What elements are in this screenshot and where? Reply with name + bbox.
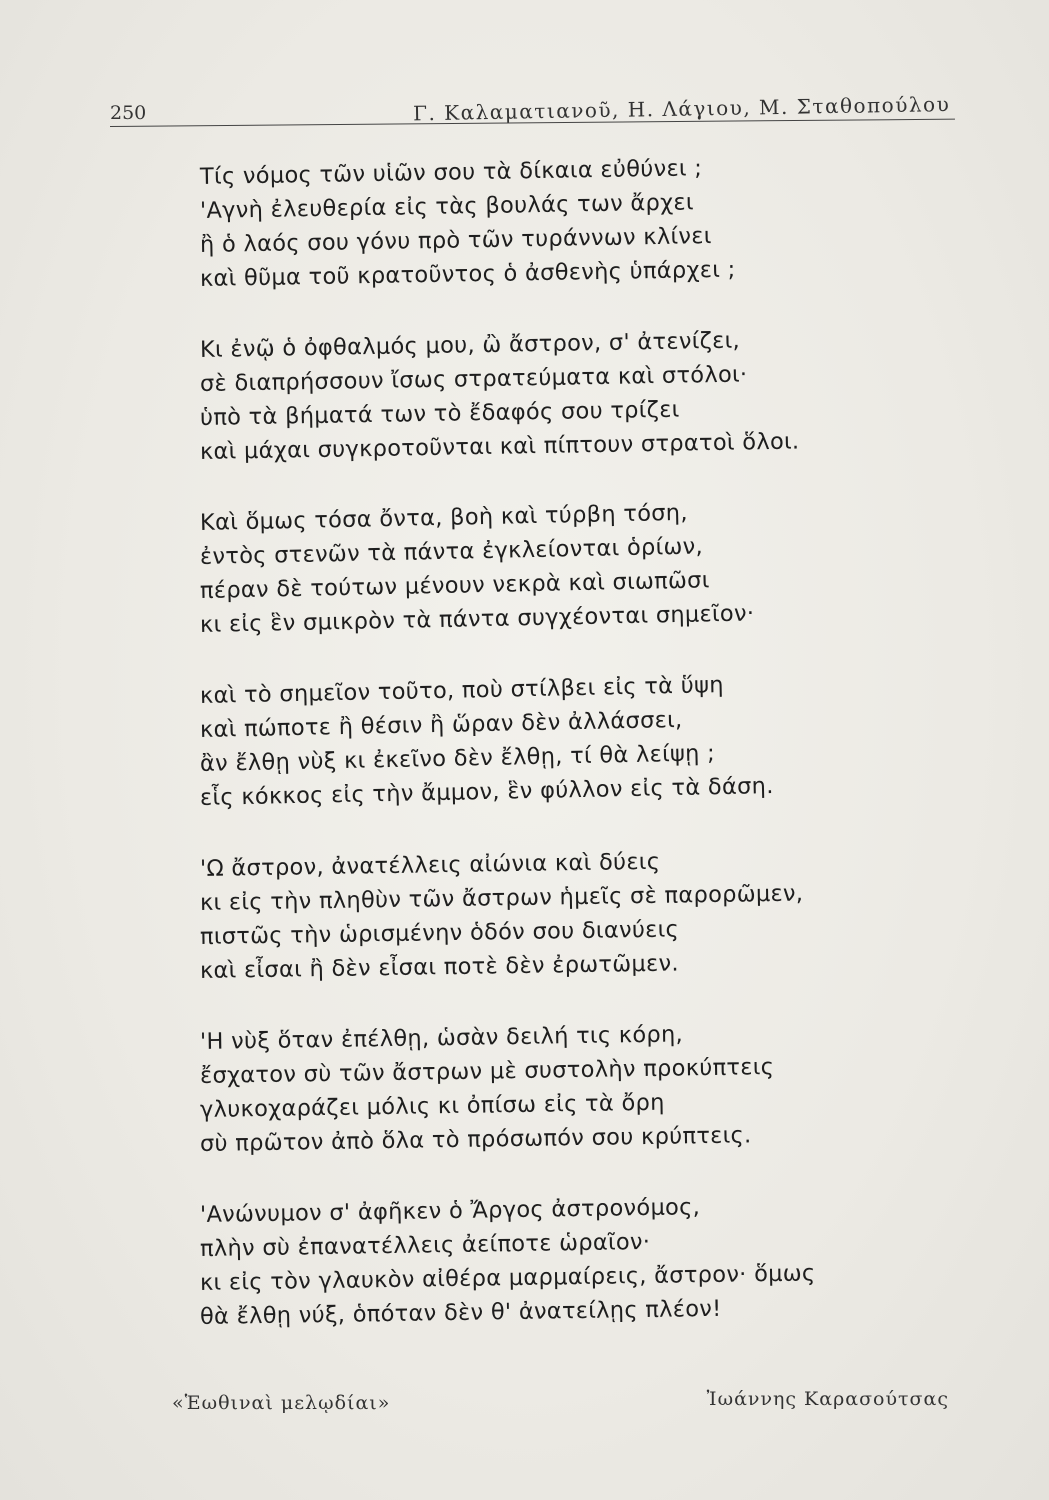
stanza-4 — [199, 672, 920, 815]
poem — [199, 155, 920, 1371]
source-title: «Ἑωθιναὶ μελῳδίαι» — [172, 1392, 391, 1414]
poem-line: ἐντὸς στενῶν τὰ πάντα ἐγκλείονται ὁρίων, — [199, 533, 704, 570]
stanza-7 — [199, 1194, 920, 1334]
poem-line: σὺ πρῶτον ἀπὸ ὅλα τὸ πρόσωπόν σου κρύπτεις. — [199, 1122, 752, 1157]
stanza-6 — [199, 1021, 920, 1161]
poem-line: κι εἰς ἓν σμικρὸν τὰ πάντα συγχέονται σημεῖον· — [199, 600, 755, 638]
poem-line: καὶ μάχαι συγκροτοῦνται καὶ πίπτουν στρατοὶ ὅλοι. — [199, 428, 800, 465]
author-name: Ἰωάννης Καρασούτσας — [706, 1388, 949, 1410]
poem-line: κι εἰς τὴν πληθὺν τῶν ἄστρων ἡμεῖς σὲ παρορῶμεν, — [199, 880, 804, 916]
poem-footer — [172, 1388, 949, 1418]
poem-line: σὲ διαπρήσσουν ἴσως στρατεύματα καὶ στόλοι· — [199, 361, 748, 397]
poem-line: 'Ανώνυμον σ' ἀφῆκεν ὁ Ἄργος ἀστρονόμος, — [199, 1194, 701, 1228]
poem-line: Κι ἐνῷ ὁ ὀφθαλμός μου, ὢ ἄστρον, σ' ἀτενίζει, — [199, 327, 741, 363]
poem-line: 'Ω ἄστρον, ἀνατέλλεις αἰώνια καὶ δύεις — [199, 848, 661, 882]
poem-line: 'Η νὺξ ὅταν ἐπέλθῃ, ὡσὰν δειλή τις κόρη, — [199, 1021, 684, 1055]
page-number: 250 — [110, 102, 147, 124]
poem-line: καὶ πώποτε ἢ θέσιν ἢ ὥραν δὲν ἀλλάσσει, — [199, 706, 683, 743]
poem-line: πλὴν σὺ ἐπανατέλλεις ἀείποτε ὡραῖον· — [199, 1228, 651, 1262]
stanza-5 — [199, 848, 920, 988]
poem-line: θὰ ἔλθῃ νύξ, ὁπόταν δὲν θ' ἀνατείλῃς πλέον! — [199, 1295, 722, 1330]
stanza-1 — [199, 155, 920, 296]
poem-line: καὶ θῦμα τοῦ κρατοῦντος ὁ ἀσθενὴς ὑπάρχει ; — [199, 256, 736, 292]
poem-line: ἂν ἔλθῃ νὺξ κι ἐκεῖνο δὲν ἔλθῃ, τί θὰ λείψῃ ; — [199, 740, 716, 777]
poem-line: εἷς κόκκος εἰς τὴν ἄμμον, ἓν φύλλον εἰς τὰ δάση. — [199, 772, 774, 811]
poem-line: καὶ εἶσαι ἢ δὲν εἶσαι ποτὲ δὲν ἐρωτῶμεν. — [199, 950, 680, 984]
poem-line: Καὶ ὅμως τόσα ὄντα, βοὴ καὶ τύρβη τόση, — [199, 499, 689, 536]
poem-line: κι εἰς τὸν γλαυκὸν αἰθέρα μαρμαίρεις, ἄστρον· ὅμως — [199, 1260, 816, 1296]
poem-line: πέραν δὲ τούτων μένουν νεκρὰ καὶ σιωπῶσι — [199, 567, 710, 604]
stanza-2 — [199, 327, 920, 469]
poem-line: καὶ τὸ σημεῖον τοῦτο, ποὺ στίλβει εἰς τὰ ὕψη — [199, 672, 725, 709]
poem-line: ἢ ὁ λαός σου γόνυ πρὸ τῶν τυράννων κλίνει — [199, 223, 712, 258]
poem-line: Τίς νόμος τῶν υἱῶν σου τὰ δίκαια εὐθύνει ; — [199, 155, 703, 190]
poem-line: ὑπὸ τὰ βήματά των τὸ ἔδαφός σου τρίζει — [199, 396, 680, 431]
poem-line: πιστῶς τὴν ὡρισμένην ὁδόν σου διανύεις — [199, 916, 680, 950]
poem-line: ἔσχατον σὺ τῶν ἄστρων μὲ συστολὴν προκύπτεις — [199, 1053, 775, 1089]
poem-line: 'Αγνὴ ἐλευθερία εἰς τὰς βουλάς των ἄρχει — [199, 189, 695, 224]
running-head: Γ. Καλαματιανοῦ, Η. Λάγιου, Μ. Σταθοπούλου — [412, 92, 951, 126]
page-header — [110, 84, 950, 124]
stanza-3 — [199, 499, 920, 642]
poem-line: γλυκοχαράζει μόλις κι ὀπίσω εἰς τὰ ὄρη — [199, 1089, 665, 1123]
